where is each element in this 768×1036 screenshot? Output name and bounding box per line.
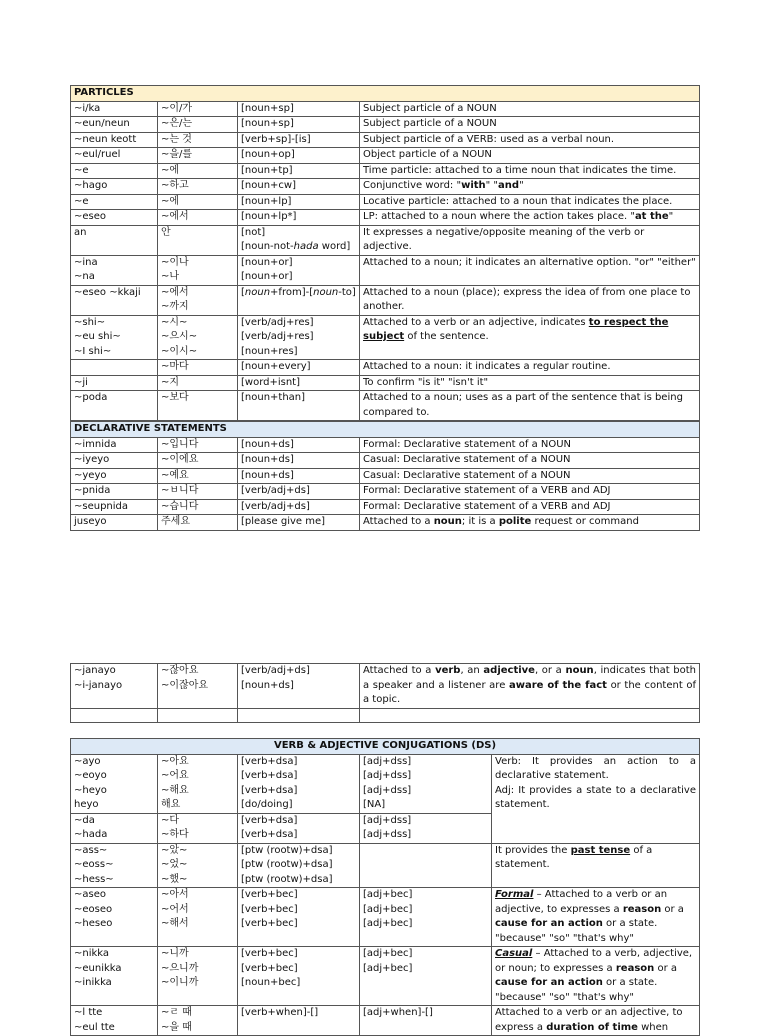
korean-cell: ~에: [158, 163, 238, 179]
romanization-cell: ~shi~ ~eu shi~ ~I shi~: [71, 315, 158, 360]
formula-cell: [noun+than]: [238, 391, 360, 421]
adj-formula-cell: [adj+when]-[]: [360, 1006, 492, 1036]
janayo-table: [70, 663, 700, 723]
verb-formula-cell: [verb+bec] [verb+bec] [noun+bec]: [238, 947, 360, 1006]
romanization-cell: ~ji: [71, 375, 158, 391]
description-cell: Casual – Attached to a verb, adjective, or noun; to expresses a reason or a cause for an action or a state. "because" "so" "that's why": [492, 947, 700, 1006]
table-row: [71, 453, 700, 469]
table-row: [71, 117, 700, 133]
formula-cell: [noun+ds]: [238, 437, 360, 453]
description-cell: Attached to a noun (place); express the idea of from one place to another.: [360, 285, 700, 315]
korean-cell: ~을/를: [158, 148, 238, 164]
formula-cell: [noun+sp]: [238, 101, 360, 117]
adj-formula-cell: [360, 843, 492, 888]
korean-cell: ~는 것: [158, 132, 238, 148]
romanization-cell: ~e: [71, 194, 158, 210]
conjugation-row: [71, 1006, 700, 1036]
table-row: [71, 101, 700, 117]
romanization-cell: ~yeyo: [71, 468, 158, 484]
table-row: [71, 468, 700, 484]
korean-cell: ~아요 ~어요 ~해요 해요: [158, 754, 238, 813]
formula-cell: [verb/adj+ds] [noun+ds]: [238, 664, 360, 709]
romanization-cell: ~da ~hada: [71, 813, 158, 843]
romanization-cell: ~iyeyo: [71, 453, 158, 469]
formula-cell: [verb+sp]-[is]: [238, 132, 360, 148]
formula-cell: [noun+tp]: [238, 163, 360, 179]
description-cell: To confirm "is it" "isn't it": [360, 375, 700, 391]
description-cell: Casual: Declarative statement of a NOUN: [360, 468, 700, 484]
description-cell: Formal: Declarative statement of a NOUN: [360, 437, 700, 453]
korean-cell: ~다 ~하다: [158, 813, 238, 843]
formula-cell: [noun+or] [noun+or]: [238, 255, 360, 285]
korean-cell: 안: [158, 225, 238, 255]
description-cell: Time particle: attached to a time noun that indicates the time.: [360, 163, 700, 179]
korean-cell: ~니까 ~으니까 ~이니까: [158, 947, 238, 1006]
formula-cell: [noun+ds]: [238, 468, 360, 484]
verb-adjective-header: VERB & ADJECTIVE CONJUGATIONS (DS): [71, 739, 700, 755]
romanization-cell: ~imnida: [71, 437, 158, 453]
conjugation-row: [71, 843, 700, 888]
description-cell: It provides the past tense of a statement.: [492, 843, 700, 888]
formula-cell: [noun+every]: [238, 360, 360, 376]
empty-row: [71, 708, 700, 722]
adj-formula-cell: [adj+bec] [adj+bec]: [360, 947, 492, 1006]
description-cell: Attached to a verb or an adjective, to express a duration of time when: [492, 1006, 700, 1036]
description-cell: Attached to a noun; uses as a part of the sentence that is being compared to.: [360, 391, 700, 421]
description-cell: Object particle of a NOUN: [360, 148, 700, 164]
korean-cell: ~잖아요 ~이잖아요: [158, 664, 238, 709]
korean-cell: ~ㅂ니다: [158, 484, 238, 500]
formula-cell: [not] [noun-not-hada word]: [238, 225, 360, 255]
formula-cell: [verb/adj+ds]: [238, 484, 360, 500]
declarative-header: DECLARATIVE STATEMENTS: [71, 422, 700, 438]
description-cell: Attached to a noun; it indicates an alternative option. "or" "either": [360, 255, 700, 285]
conjugation-row: [71, 888, 700, 947]
table-row: [71, 437, 700, 453]
conjugation-row: [71, 947, 700, 1006]
formula-cell: [noun+ds]: [238, 453, 360, 469]
verb-adjective-table: [70, 738, 700, 1036]
particles-table: [70, 85, 700, 421]
formula-cell: [noun+lp]: [238, 194, 360, 210]
table-row: [71, 360, 700, 376]
korean-cell: ~입니다: [158, 437, 238, 453]
korean-cell: ~ㄹ 때 ~을 때: [158, 1006, 238, 1036]
table-row: [71, 315, 700, 360]
romanization-cell: ~janayo ~i-janayo: [71, 664, 158, 709]
korean-cell: ~습니다: [158, 499, 238, 515]
table-row: [71, 148, 700, 164]
table-row: [71, 375, 700, 391]
korean-cell: ~았~ ~었~ ~했~: [158, 843, 238, 888]
romanization-cell: [71, 360, 158, 376]
romanization-cell: ~l tte ~eul tte: [71, 1006, 158, 1036]
romanization-cell: juseyo: [71, 515, 158, 531]
verb-formula-cell: [verb+dsa] [verb+dsa]: [238, 813, 360, 843]
formula-cell: [noun+sp]: [238, 117, 360, 133]
formula-cell: [please give me]: [238, 515, 360, 531]
table-row: [71, 225, 700, 255]
romanization-cell: ~eul/ruel: [71, 148, 158, 164]
description-cell: Verb: It provides an action to a declarative statement. Adj: It provides a state to a declarative statement.: [492, 754, 700, 843]
description-cell: Formal – Attached to a verb or an adjective, to expresses a reason or a cause for an action or a state. "because" "so" "that's why": [492, 888, 700, 947]
adj-formula-cell: [adj+dss] [adj+dss] [adj+dss] [NA]: [360, 754, 492, 813]
description-cell: Casual: Declarative statement of a NOUN: [360, 453, 700, 469]
formula-cell: [word+isnt]: [238, 375, 360, 391]
korean-cell: ~이나 ~나: [158, 255, 238, 285]
formula-cell: [noun+op]: [238, 148, 360, 164]
table-row: [71, 194, 700, 210]
verb-formula-cell: [verb+when]-[]: [238, 1006, 360, 1036]
formula-cell: [noun+lp*]: [238, 210, 360, 226]
romanization-cell: ~i/ka: [71, 101, 158, 117]
korean-cell: ~보다: [158, 391, 238, 421]
romanization-cell: ~seupnida: [71, 499, 158, 515]
description-cell: Subject particle of a NOUN: [360, 117, 700, 133]
table-row: [71, 515, 700, 531]
romanization-cell: ~poda: [71, 391, 158, 421]
korean-cell: ~이에요: [158, 453, 238, 469]
description-cell: Locative particle: attached to a noun that indicates the place.: [360, 194, 700, 210]
formula-cell: [noun+from]-[noun-to]: [238, 285, 360, 315]
formula-cell: [verb/adj+res] [verb/adj+res] [noun+res]: [238, 315, 360, 360]
table-row: [71, 391, 700, 421]
declarative-table: [70, 421, 700, 531]
table-row: [71, 285, 700, 315]
romanization-cell: ~aseo ~eoseo ~heseo: [71, 888, 158, 947]
korean-cell: ~예요: [158, 468, 238, 484]
description-cell: Subject particle of a NOUN: [360, 101, 700, 117]
description-cell: Attached to a noun; it is a polite request or command: [360, 515, 700, 531]
description-cell: Formal: Declarative statement of a VERB and ADJ: [360, 484, 700, 500]
romanization-cell: ~neun keott: [71, 132, 158, 148]
romanization-cell: ~hago: [71, 179, 158, 195]
table-row: [71, 210, 700, 226]
korean-cell: ~지: [158, 375, 238, 391]
table-row: [71, 132, 700, 148]
verb-formula-cell: [verb+bec] [verb+bec] [verb+bec]: [238, 888, 360, 947]
korean-cell: ~에서 ~까지: [158, 285, 238, 315]
table-row: [71, 484, 700, 500]
adj-formula-cell: [adj+bec] [adj+bec] [adj+bec]: [360, 888, 492, 947]
romanization-cell: ~e: [71, 163, 158, 179]
romanization-cell: ~eseo ~kkaji: [71, 285, 158, 315]
korean-cell: ~아서 ~어서 ~해서: [158, 888, 238, 947]
korean-cell: ~은/는: [158, 117, 238, 133]
janayo-row: [71, 664, 700, 709]
romanization-cell: ~ina ~na: [71, 255, 158, 285]
table-row: [71, 179, 700, 195]
description-cell: Conjunctive word: "with" "and": [360, 179, 700, 195]
korean-cell: ~시~ ~으시~ ~이시~: [158, 315, 238, 360]
formula-cell: [noun+cw]: [238, 179, 360, 195]
verb-formula-cell: [verb+dsa] [verb+dsa] [verb+dsa] [do/doing]: [238, 754, 360, 813]
table-row: [71, 255, 700, 285]
korean-cell: 주세요: [158, 515, 238, 531]
korean-cell: ~이/가: [158, 101, 238, 117]
romanization-cell: ~ass~ ~eoss~ ~hess~: [71, 843, 158, 888]
description-cell: Attached to a noun: it indicates a regular routine.: [360, 360, 700, 376]
description-cell: Formal: Declarative statement of a VERB and ADJ: [360, 499, 700, 515]
korean-cell: ~에서: [158, 210, 238, 226]
formula-cell: [verb/adj+ds]: [238, 499, 360, 515]
table-row: [71, 499, 700, 515]
description-cell: It expresses a negative/opposite meaning of the verb or adjective.: [360, 225, 700, 255]
romanization-cell: ~eseo: [71, 210, 158, 226]
romanization-cell: ~eun/neun: [71, 117, 158, 133]
romanization-cell: an: [71, 225, 158, 255]
romanization-cell: ~pnida: [71, 484, 158, 500]
adj-formula-cell: [adj+dss] [adj+dss]: [360, 813, 492, 843]
romanization-cell: ~nikka ~eunikka ~inikka: [71, 947, 158, 1006]
verb-formula-cell: [ptw (rootw)+dsa] [ptw (rootw)+dsa] [ptw (rootw)+dsa]: [238, 843, 360, 888]
korean-cell: ~에: [158, 194, 238, 210]
romanization-cell: ~ayo ~eoyo ~heyo heyo: [71, 754, 158, 813]
korean-cell: ~하고: [158, 179, 238, 195]
table-row: [71, 163, 700, 179]
description-cell: Attached to a verb, an adjective, or a noun, indicates that both a speaker and a listener are aware of the fact or the content of a topic.: [360, 664, 700, 709]
korean-cell: ~마다: [158, 360, 238, 376]
conjugation-row: [71, 754, 700, 813]
particles-header: PARTICLES: [71, 86, 700, 102]
description-cell: LP: attached to a noun where the action takes place. "at the": [360, 210, 700, 226]
description-cell: Subject particle of a VERB: used as a verbal noun.: [360, 132, 700, 148]
description-cell: Attached to a verb or an adjective, indicates to respect the subject of the sentence.: [360, 315, 700, 360]
